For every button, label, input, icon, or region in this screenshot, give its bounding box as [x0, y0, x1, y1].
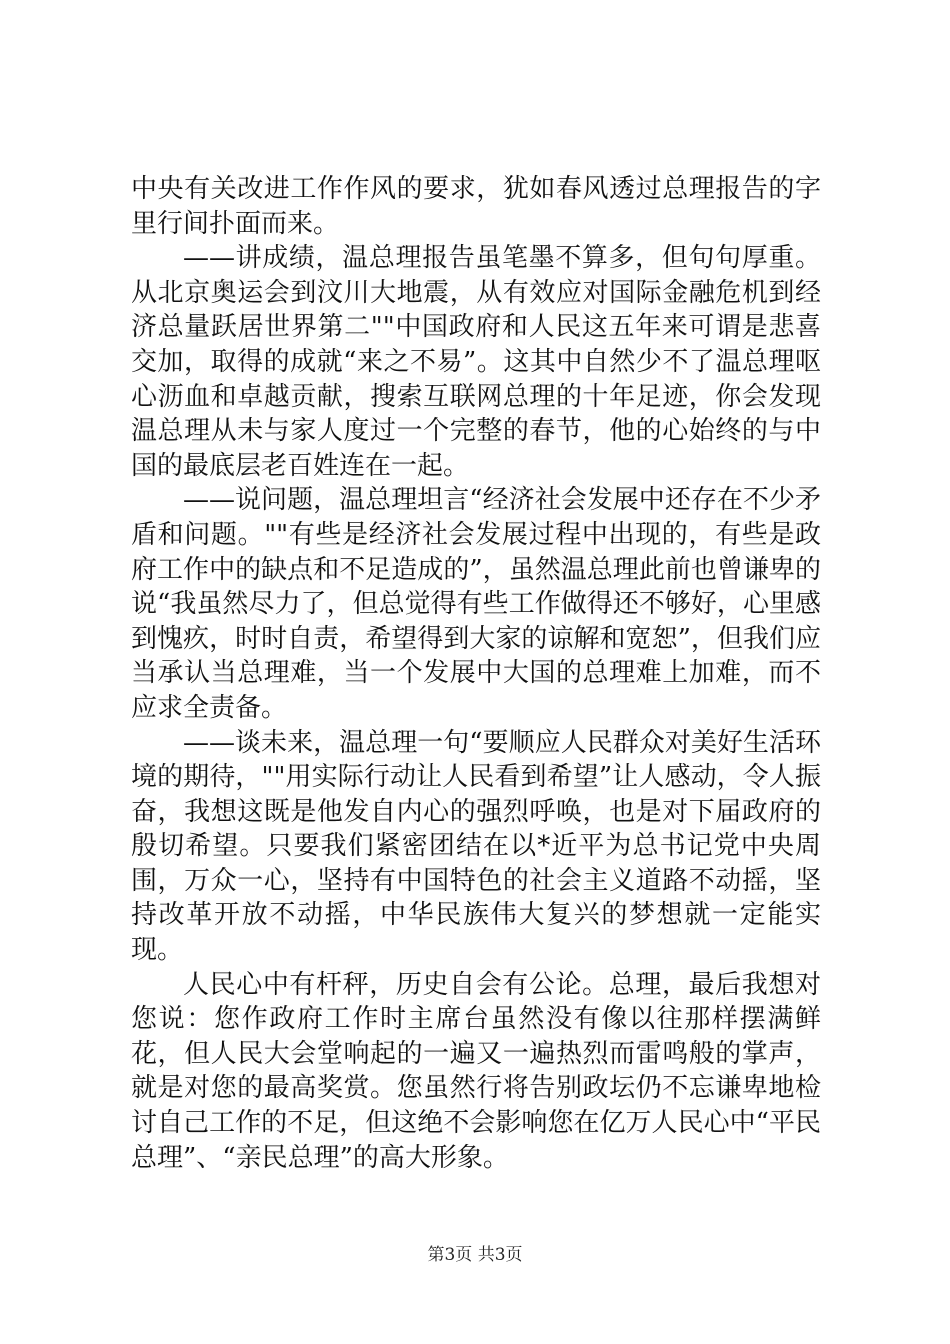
paragraph-achievements: ——讲成绩，温总理报告虽笔墨不算多，但句句厚重。从北京奥运会到汶川大地震，从有效应对国际金融危机到经济总量跃居世界第二""中国政府和人民这五年来可谓是悲喜交加，取得的成就“来之不易”。这其中自然少不了温总理呕心沥血和卓越贡献，搜索互联网总理的十年足迹，你会发现温总理从未与家人度过一个完整的春节，他的心始终的与中国的最底层老百姓连在一起。: [131, 243, 821, 481]
page-number-footer: 第3页 共3页: [427, 1245, 523, 1265]
paragraph-problems: ——说问题，温总理坦言“经济社会发展中还存在不少矛盾和问题。""有些是经济社会发展过程中出现的，有些是政府工作中的缺点和不足造成的”，虽然温总理此前也曾谦卑的说“我虽然尽力了，但总觉得有些工作做得还不够好，心里感到愧疚，时时自责，希望得到大家的谅解和宽恕”，但我们应当承认当总理难，当一个发展中大国的总理难上加难，而不应求全责备。: [131, 485, 821, 723]
document-body: [131, 172, 821, 1175]
paragraph-continuation: 中央有关改进工作作风的要求，犹如春风透过总理报告的字里行间扑面而来。: [131, 174, 821, 239]
paragraph-conclusion: 人民心中有杆秤，历史自会有公论。总理，最后我想对您说：您作政府工作时主席台虽然没有像以往那样摆满鲜花，但人民大会堂响起的一遍又一遍热烈而雷鸣般的掌声，就是对您的最高奖赏。您虽然行将告别政坛仍不忘谦卑地检讨自己工作的不足，但这绝不会影响您在亿万人民心中“平民总理”、“亲民总理”的高大形象。: [131, 969, 821, 1173]
paragraph-future: ——谈未来，温总理一句“要顺应人民群众对美好生活环境的期待，""用实际行动让人民看到希望”让人感动，令人振奋，我想这既是他发自内心的强烈呼唤，也是对下届政府的殷切希望。只要我们紧密团结在以*近平为总书记党中央周围，万众一心，坚持有中国特色的社会主义道路不动摇，坚持改革开放不动摇，中华民族伟大复兴的梦想就一定能实现。: [131, 727, 821, 966]
